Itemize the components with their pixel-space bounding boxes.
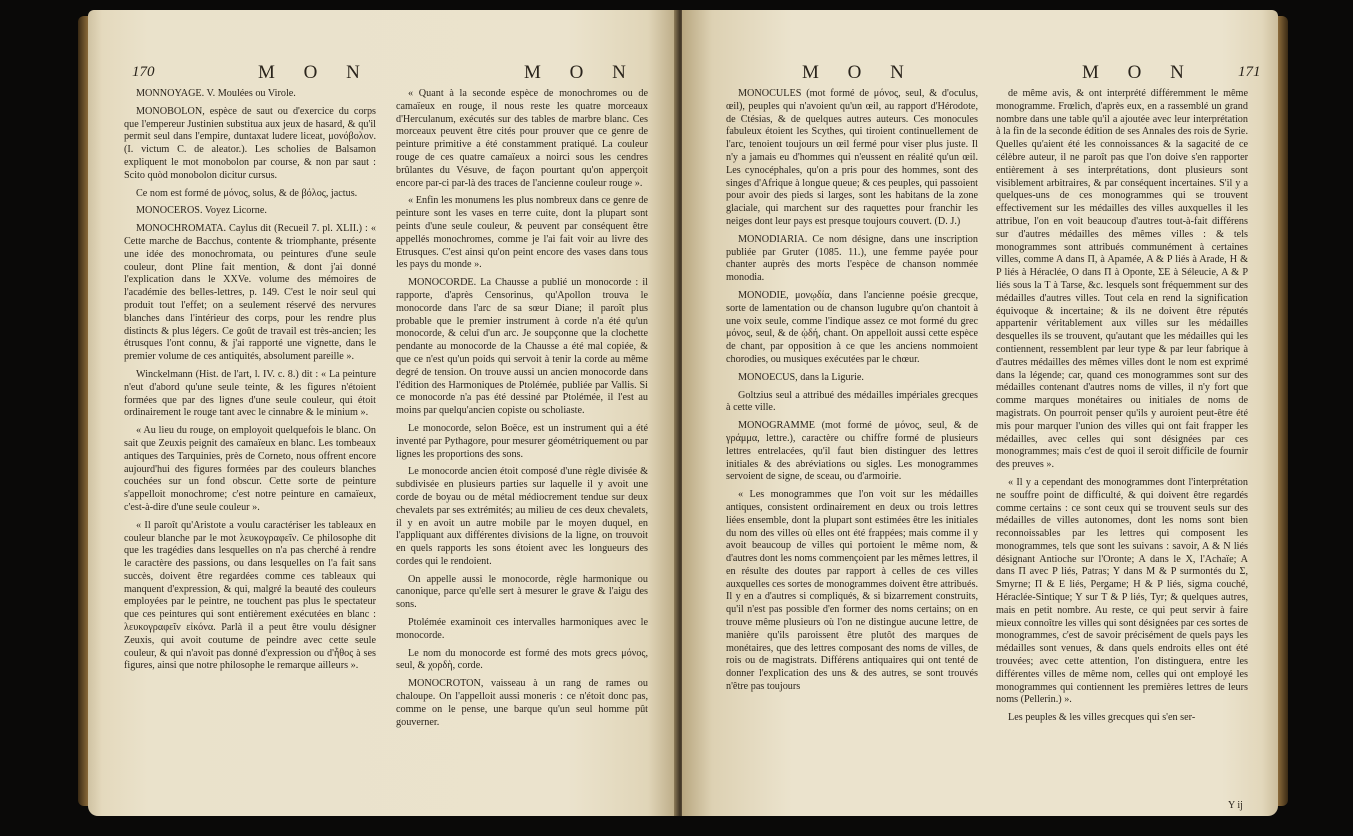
paragraph: « Il y a cependant des monogrammes dont l'interprétation ne souffre point de difficulté, & qui doivent être regardés comme certains : ce sont ceux qui se trouvent seuls sur des médailles de villes autonomes, dont les noms sont bien reconnoissables par les lettres qui composent les monogrammes, tels que sont les suivans : savoir, A & N liés désignant Antioche sur l'Oronte; A dans le X, l'Achaïe; A dans Π avec P liés, Patras; Y dans M & P surmontés du Σ, Smyrne; Π & E liés, Pergame; H & P liés, sigma couché, Héraclée-Sintique; Y sur T & P liés, Tyr; & quelques autres, mais en petit nombre. Au reste, ce qui peut servir à faire mieux connoître les villes qui sont désignées par ces sortes de monogrammes, c'est de savoir précisément de quels pays les médailles sont venues, & dans quels endroits elles ont été trouvées; avec cette attention, l'on distinguera, entre les différentes villes de même nom, celles qui ont employé les monogrammes qui contiennent les premières lettres de leurs noms (Pellerin.) ». <box>996 476 1248 706</box>
paragraph: de même avis, & ont interprété différemment le même monogramme. Frœlich, d'après eux, en a rassemblé un grand nombre dans une table qu'il a ajoutée avec leur interprétation à la fin de la seconde édition de ses Annales des rois de Syrie. Quelles qu'aient été les connoissances & la sagacité de ce célèbre auteur, il ne paroît pas que l'on doive s'en rapporter entièrement à ses interprétations, dont plusieurs sont visiblement arbitraires, & par conséquent incertaines. S'il y a quelques-uns de ces monogrammes qui se trouvent effectivement sur les médailles des villes auxquelles il les attribue, l'on en voit beaucoup d'autres tout-à-fait différens sur d'autres médailles des mêmes villes : & tels monogrammes sont attribués communément à certaines villes, comme A dans Π, à Apamée, A & P liés à Arade, H & P liés à Héraclée, O dans Π à Oponte, ΣΕ à Séleucie, A & P liés sous la T à Tarse, &c. lesquels sont fréquemment sur des médailles d'autres villes. Tout cela en rend la signification équivoque & incertaine; & ils ne doivent être réputés appartenir véritablement aux villes sur les médailles desquelles ils se trouvent, qu'autant que les médailles qui les contiennent, ressemblent par leur type & par leur fabrique à d'autres médailles des mêmes villes dont le nom est exprimé dans la légende; car, quand ces monogrammes sont sur des médailles contenant d'autres noms de villes, il n'y fort que comme marques monétaires ou initiales de noms de magistrats. On pourroit penser qu'ils y auroient peut-être été mis pour marquer l'union des villes qui ont fait frapper les médailles, avec celles qui sont désignées par ces monogrammes; mais c'est de quoi il seroit difficile de fournir des preuves ». <box>996 88 1248 471</box>
paragraph: « Les monogrammes que l'on voit sur les médailles antiques, consistent ordinairement en deux ou trois lettres liées ensemble, dont la plupart sont estimées être les initiales du nom des villes où elles ont été frappées; mais comme il y avoit beaucoup de villes qui portoient le même nom, & d'autres dont les noms commençoient par les mêmes lettres, il en résulte des doutes par rapport à celles de ces villes auxquelles ces sortes de monogrammes doivent être attribués. Il y en a d'autres si compliqués, & si bizarrement construits, qu'il n'est pas possible d'en former des noms certains; on en trouve même plusieurs où l'on ne distingue aucune lettre, de manière qu'ils paroissent être plutôt des marques de monétaires, que des lettres composant des noms de villes, de rois ou de magistrats. Différens antiquaires qui ont tenté de donner l'explication des uns & des autres, se sont trouvés n'être pas toujours <box>726 489 978 693</box>
book-edge-right <box>1278 16 1288 806</box>
open-book <box>88 10 1278 816</box>
paragraph: Winckelmann (Hist. de l'art, l. IV. c. 8.) dit : « La peinture n'eut d'abord qu'une seule teinte, & les figures n'étoient formées que par des lignes d'une seule couleur, qui étoit ordinairement le rouge tant avec le cinnabre & le minium ». <box>124 368 376 419</box>
paragraph: « Il paroît qu'Aristote a voulu caractériser les tableaux en couleur blanche par le mot λευκογραφεῖν. Ce philosophe dit que les tragédies dans lesquelles on n'a pas cherché à rendre le caractère des passions, ou dans lesquelles on l'a fait sans succès, doivent être regardées comme ces tableaux qui manquent d'expression, & qui, malgré la beauté des couleurs employées par le peintre, ne touchent pas plus le spectateur que ces peintures qui sont entièrement exécutées en blanc : λευκογραφεῖν εἰκόνα. Parlà il a peut être voulu désigner Zeuxis, qui avoit coutume de peindre avec cette seule couleur, & qui n'avoit pas donné d'expression ou d'ἦθος à ses figures, ainsi que notre philosophe le remarque ailleurs ». <box>124 519 376 672</box>
paragraph: MONOCHROMATA. Caylus dit (Recueil 7. pl. XLII.) : « Cette marche de Bacchus, contente & triomphante, présente une idée des monochromata, ou peintures d'une seule couleur, dont Pline fait mention, & dont j'ai donné l'explication dans le XXVe. volume des mémoires de l'académie des belles-lettres, p. 149. C'est le noir seul qui produit tout l'effet; on a seulement réservé des nervures blanches dans l'intérieur des corps, pour les rendre plus distincts & plus légers. Ce goût de travail est très-ancien; les étrusques l'ont connu, & j'ai rapporté une vignette, dans le premier volume de ces antiquités, absolument pareille ». <box>124 223 376 363</box>
page-number-left: 170 <box>132 64 155 80</box>
paragraph: Goltzius seul a attribué des médailles impériales grecques à cette ville. <box>726 389 978 414</box>
paragraph: On appelle aussi le monocorde, règle harmonique ou canonique, parce qu'elle sert à mesurer le grave & l'aigu des sons. <box>396 573 648 611</box>
page-number-right: 171 <box>1238 64 1261 80</box>
paragraph: « Au lieu du rouge, on employoit quelquefois le blanc. On sait que Zeuxis peignit des camaïeux en blanc. Les tombeaux antiques des Tarquinies, près de Corneto, nous offrent encore aujourd'hui des figures formées par des couleurs blanches couchées sur un fond obscur. Cette sorte de peinture s'appelloit monochrome; c'est notre peinture en camaïeux, c'est-à-dire d'une seule couleur ». <box>124 425 376 513</box>
paragraph: Ptolémée examinoit ces intervalles harmoniques avec le monocorde. <box>396 617 648 641</box>
left-page <box>88 10 678 816</box>
paragraph: Le nom du monocorde est formé des mots grecs μόνος, seul, & χορδὴ, corde. <box>396 647 648 672</box>
paragraph: Le monocorde, selon Boëce, est un instrument qui a été inventé par Pythagore, pour mesurer géométriquement ou par lignes les proportions des sons. <box>396 422 648 460</box>
paragraph: MONOGRAMME (mot formé de μόνος, seul, & de γράμμα, lettre.), caractère ou chiffre formé de plusieurs lettres entrelacées, qu'il faut bien distinguer des lettres initiales & des abréviations ou sigles. Les monogrammes servoient de signe, de sceau, ou d'armoirie. <box>726 420 978 483</box>
running-head-left-2: M O N <box>524 62 638 83</box>
paragraph: MONODIARIA. Ce nom désigne, dans une inscription publiée par Gruter (1085. 11.), une femme payée pour chanter auprès des morts l'espèce de chanson nommée monodia. <box>726 233 978 284</box>
running-head-left-1: M O N <box>258 62 372 83</box>
paragraph: MONODIE, μονῳδία, dans l'ancienne poésie grecque, sorte de lamentation ou de chanson lugubre qu'on chantoit à une voix seule, comme l'indique assez ce mot formé du grec μόνος, seul, & de ᾠδή, chant. On appelloit aussi cette espèce de chant, par opposition à ce que les anciens nommoient chorodies, ou musiques exécutées par le chœur. <box>726 289 978 365</box>
left-page-column-1 <box>124 88 376 788</box>
paragraph: MONOCEROS. Voyez Licorne. <box>136 205 267 217</box>
paragraph: MONOCORDE. La Chausse a publié un monocorde : il rapporte, d'après Censorinus, qu'Apollon trouva le monocorde dans l'arc de sa sœur Diane; il paroît plus probable que le premier instrument à corde n'a été qu'un monocorde, & celui d'un arc. Je soupçonne que la clochette pendante au monocorde de la Chausse a été mal copiée, & que ce n'est qu'un poids qui servoit à tenir la corde au même degré de tension. On trouve aussi un ancien monocorde dans l'édition des Harmoniques de Ptolémée, publiée par Vallis. Si ce monocorde n'a pas été dessiné par Ptolémée, il l'est au moins par quelqu'ancien copiste ou scholiaste. <box>396 277 648 417</box>
paragraph: Les peuples & les villes grecques qui s'en ser- <box>1008 712 1196 724</box>
paragraph: « Quant à la seconde espèce de monochromes ou de camaïeux en rouge, il nous reste les quatre morceaux d'Herculanum, exécutés sur des tables de marbre blanc. Ces morceaux peuvent être cités pour prouver que ce genre de peinture primitive a été constamment pratiqué. La couleur rouge de ces quatre camaïeux a noirci sous les cendres brûlantes du Vésuve, de façon pourtant qu'on apperçoit encore par-ci par-là des traces de l'ancienne couleur rouge ». <box>396 88 648 189</box>
paragraph: Le monocorde ancien étoit composé d'une règle divisée & subdivisée en plusieurs parties sur laquelle il y avoit une corde de boyau ou de métal médiocrement tendue sur deux chevalets par ses extrémités; au milieu de ces deux chevalets, il y en avoit un autre mobile par le moyen duquel, en l'appliquant aux différentes divisions de la ligne, on trouvoit en quels rapports les sons étoient avec les longueurs des cordes qui le rendoient. <box>396 466 648 567</box>
running-head-right-2: M O N <box>1082 62 1196 83</box>
paragraph: MONOBOLON, espèce de saut ou d'exercice du corps que l'empereur Justinien substitua aux jeux de hasard, & qu'il permit seul dans l'empire, duntaxat ludere liceat, μονόβολον. (I. victum C. de aleator.). Les scholies de Balsamon expliquent le mot monobolon par course, & non par saut : Scito quòd monobolon dicitur cursus. <box>124 105 376 181</box>
running-head-right-1: M O N <box>802 62 916 83</box>
paragraph: MONOCULES (mot formé de μόνος, seul, & d'oculus, œil), peuples qui n'avoient qu'un œil, au rapport d'Hérodote, de Ctésias, & de quelques autres auteurs. Ces monocules fabuleux étoient les Scythes, qui tiroient continuellement de l'arc, tenoient toujours un œil fermé pour viser plus juste. Il n'y a jamais eu d'hommes qui n'eussent en réalité qu'un œil. Les cynocéphales, qu'on a pris pour des hommes, sont des singes d'Afrique à longue queue; & ces peuples, qui passoient pour avoir des pieds si larges, sont les habitans de la zone glaciale, qui marchent sur des raquettes pour franchir les neiges dont leur pays est presque toujours couvert. (D. J.) <box>726 88 978 227</box>
paragraph: MONOCROTON, vaisseau à un rang de rames ou chaloupe. On l'appelloit aussi moneris : ce n'étoit donc pas, comme on le pense, une barque qu'un seul homme pût gouverner. <box>396 678 648 728</box>
paragraph: Ce nom est formé de μόνος, solus, & de βόλος, jactus. <box>136 187 358 199</box>
paragraph: MONOECUS, dans la Ligurie. <box>738 371 864 383</box>
paragraph: MONNOYAGE. V. Moulées ou Virole. <box>136 88 296 99</box>
right-page-column-1 <box>726 88 978 788</box>
right-page-column-2 <box>996 88 1248 788</box>
right-page <box>682 10 1278 816</box>
signature-mark: Y ij <box>1228 800 1243 811</box>
left-page-column-2 <box>396 88 648 788</box>
book-edge-left <box>78 16 88 806</box>
paragraph: « Enfin les monumens les plus nombreux dans ce genre de peinture sont les vases en terre cuite, dont la plupart sont peints d'une seule couleur, & peuvent par conséquent être appellés monochromes, comme je l'ai fait voir au livre des Etrusques. C'est ainsi qu'on peint encore des vases dans tous les pays du monde ». <box>396 195 648 271</box>
